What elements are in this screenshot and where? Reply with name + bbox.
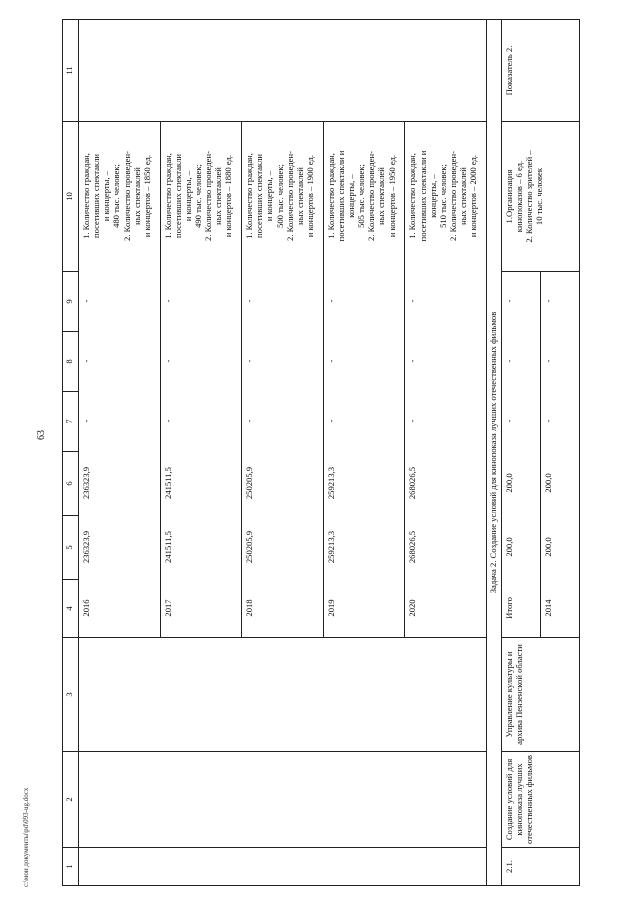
row21-exec: Управление культуры и архива Пензенской области (502, 638, 580, 752)
col-header: 11 (63, 20, 79, 122)
cell-year: 2017 (160, 579, 242, 637)
cell-total: 200,0 (502, 515, 541, 579)
year-row (79, 121, 160, 637)
block1-exec (79, 638, 487, 752)
cell-total: 200,0 (543, 537, 553, 557)
result-line: и концертов – 1850 ед. (141, 154, 152, 238)
row21-sub-2014 (541, 271, 580, 637)
result-line: 2. Количество проведен- (284, 151, 295, 241)
col-header: 3 (63, 638, 79, 752)
cell-c7: - (543, 419, 553, 423)
result-line: 1. Количество граждан, (244, 153, 255, 239)
result-line: посетивших спектакли (254, 154, 265, 238)
result-line: и концертов – 1900 ед. (305, 154, 316, 238)
cell-c9: - (160, 271, 242, 331)
cell-year: 2014 (543, 599, 553, 617)
result-line: и концертов – 1880 ед. (223, 154, 234, 238)
cell-regional: 259213,3 (323, 451, 405, 515)
block1-num (79, 848, 487, 886)
col-header: 10 (63, 122, 79, 272)
cell-c7: - (407, 419, 418, 423)
result-line: ных спектаклей (294, 167, 305, 225)
result-line: 1. Количество граждан, (162, 153, 173, 239)
block1-name (79, 752, 487, 848)
cell-total: 259213,3 (323, 515, 405, 579)
result-line: посетивших спектакли (91, 154, 102, 238)
row21-indicator: Показатель 2. (502, 20, 580, 122)
cell-total: 241511,5 (160, 515, 242, 579)
result-line: 2. Количество проведен- (447, 151, 458, 241)
cell-c9: - (323, 271, 405, 331)
year-row (323, 121, 405, 637)
cell-c7: - (160, 391, 242, 451)
result-line: 1. Количество граждан, (407, 153, 418, 239)
column-number-row (63, 20, 79, 886)
row21-result-line: 2. Количество зрителей – (524, 150, 535, 243)
cell-result (405, 121, 486, 271)
result-line: концерты, – (346, 174, 357, 218)
result-line: ных спектаклей (213, 167, 224, 225)
result-line: концерты, – (427, 174, 438, 218)
result-line: 2. Количество проведен- (366, 151, 377, 241)
footer-file-path: c:\мои документы\pd\093-ug.docx (22, 787, 30, 887)
result-line: 2. Количество проведен- (203, 151, 214, 241)
cell-c7: - (79, 391, 160, 451)
cell-regional: 236323,9 (79, 451, 160, 515)
row21-result-line: 10 тыс. человек (534, 167, 545, 226)
col-header: 9 (63, 272, 79, 332)
cell-c9: - (502, 271, 541, 331)
cell-c7: - (242, 391, 324, 451)
cell-year: 2016 (79, 579, 160, 637)
col-header: 6 (63, 452, 79, 516)
result-line: посетивших спектакли и (335, 150, 346, 242)
block1-indicator (79, 20, 487, 122)
col-header: 5 (63, 516, 79, 580)
cell-total: 250205,9 (242, 515, 324, 579)
cell-year: Итого (502, 579, 541, 637)
cell-c8: - (407, 359, 418, 363)
cell-regional: 250205,9 (242, 451, 324, 515)
task-row (487, 20, 502, 886)
cell-c7: - (502, 391, 541, 451)
cell-year: 2018 (242, 579, 324, 637)
year-row (405, 121, 486, 637)
row21-result (502, 122, 580, 272)
cell-c8: - (323, 331, 405, 391)
result-line: 1. Количество граждан, (81, 153, 91, 239)
row21-num: 2.1. (502, 848, 580, 886)
row-2-1 (502, 20, 580, 886)
cell-c8: - (242, 331, 324, 391)
result-line: ных спектаклей (376, 167, 387, 225)
col-header: 7 (63, 392, 79, 452)
cell-total: 268026,5 (407, 530, 418, 564)
cell-c9: - (407, 299, 418, 303)
cell-c8: - (79, 331, 160, 391)
cell-c7: - (323, 391, 405, 451)
cell-regional: 268026,5 (407, 466, 418, 500)
year-row (160, 121, 242, 637)
block1-row (79, 20, 487, 886)
result-line: ных спектаклей (131, 167, 142, 225)
cell-c9: - (79, 271, 160, 331)
result-line: ных спектаклей (458, 167, 469, 225)
block1-years (79, 122, 487, 638)
cell-c9: - (242, 271, 324, 331)
cell-regional: 200,0 (502, 451, 541, 515)
cell-c8: - (160, 331, 242, 391)
cell-c8: - (502, 331, 541, 391)
result-line: и концертов – 1950 ед. (386, 154, 397, 238)
col-header: 2 (63, 752, 79, 848)
rotated-table-frame (62, 20, 580, 886)
result-line: 510 тыс. человек; (437, 164, 448, 228)
cell-result (323, 121, 405, 271)
col-header: 1 (63, 848, 79, 886)
row21-result-line: 1.Организация (504, 169, 514, 224)
cell-result (79, 121, 160, 271)
row21-result-line: кинопоказов – 6 ед. (514, 160, 525, 233)
result-line: 500 тыс. человек; (274, 164, 285, 228)
result-line: и концерты, – (182, 170, 193, 222)
col-header: 4 (63, 580, 79, 638)
page-number: 63 (36, 430, 47, 440)
year-row (242, 121, 324, 637)
cell-c8: - (543, 359, 553, 363)
result-line: и концертов – 2000 ед. (468, 154, 479, 238)
result-line: посетивших спектакли и (417, 150, 428, 242)
cell-regional: 200,0 (543, 473, 553, 493)
row21-name: Создание условий для кинопоказа лучших отечественных фильмов (502, 752, 580, 848)
cell-result (160, 121, 242, 271)
result-line: и концерты, – (264, 170, 275, 222)
result-line: 2. Количество проведен- (121, 151, 132, 241)
task-title: Задача 2. Создание условий для кинопоказа лучших отечественных фильмов (487, 20, 502, 886)
program-table (62, 19, 580, 886)
cell-regional: 241511,5 (160, 451, 242, 515)
cell-year: 2019 (323, 579, 405, 637)
result-line: 1. Количество граждан, (325, 153, 336, 239)
result-line: посетивших спектакли (172, 154, 183, 238)
result-line: 490 тыс. человек; (192, 164, 203, 228)
result-line: и концерты, – (101, 170, 112, 222)
cell-total: 236323,9 (79, 515, 160, 579)
col-header: 8 (63, 332, 79, 392)
cell-year: 2020 (407, 599, 418, 617)
cell-result (242, 121, 324, 271)
cell-c9: - (543, 299, 553, 303)
result-line: 480 тыс. человек; (111, 164, 122, 228)
result-line: 505 тыс. человек; (356, 164, 367, 228)
row21-years (502, 272, 580, 638)
row21-sub-total (502, 271, 541, 637)
